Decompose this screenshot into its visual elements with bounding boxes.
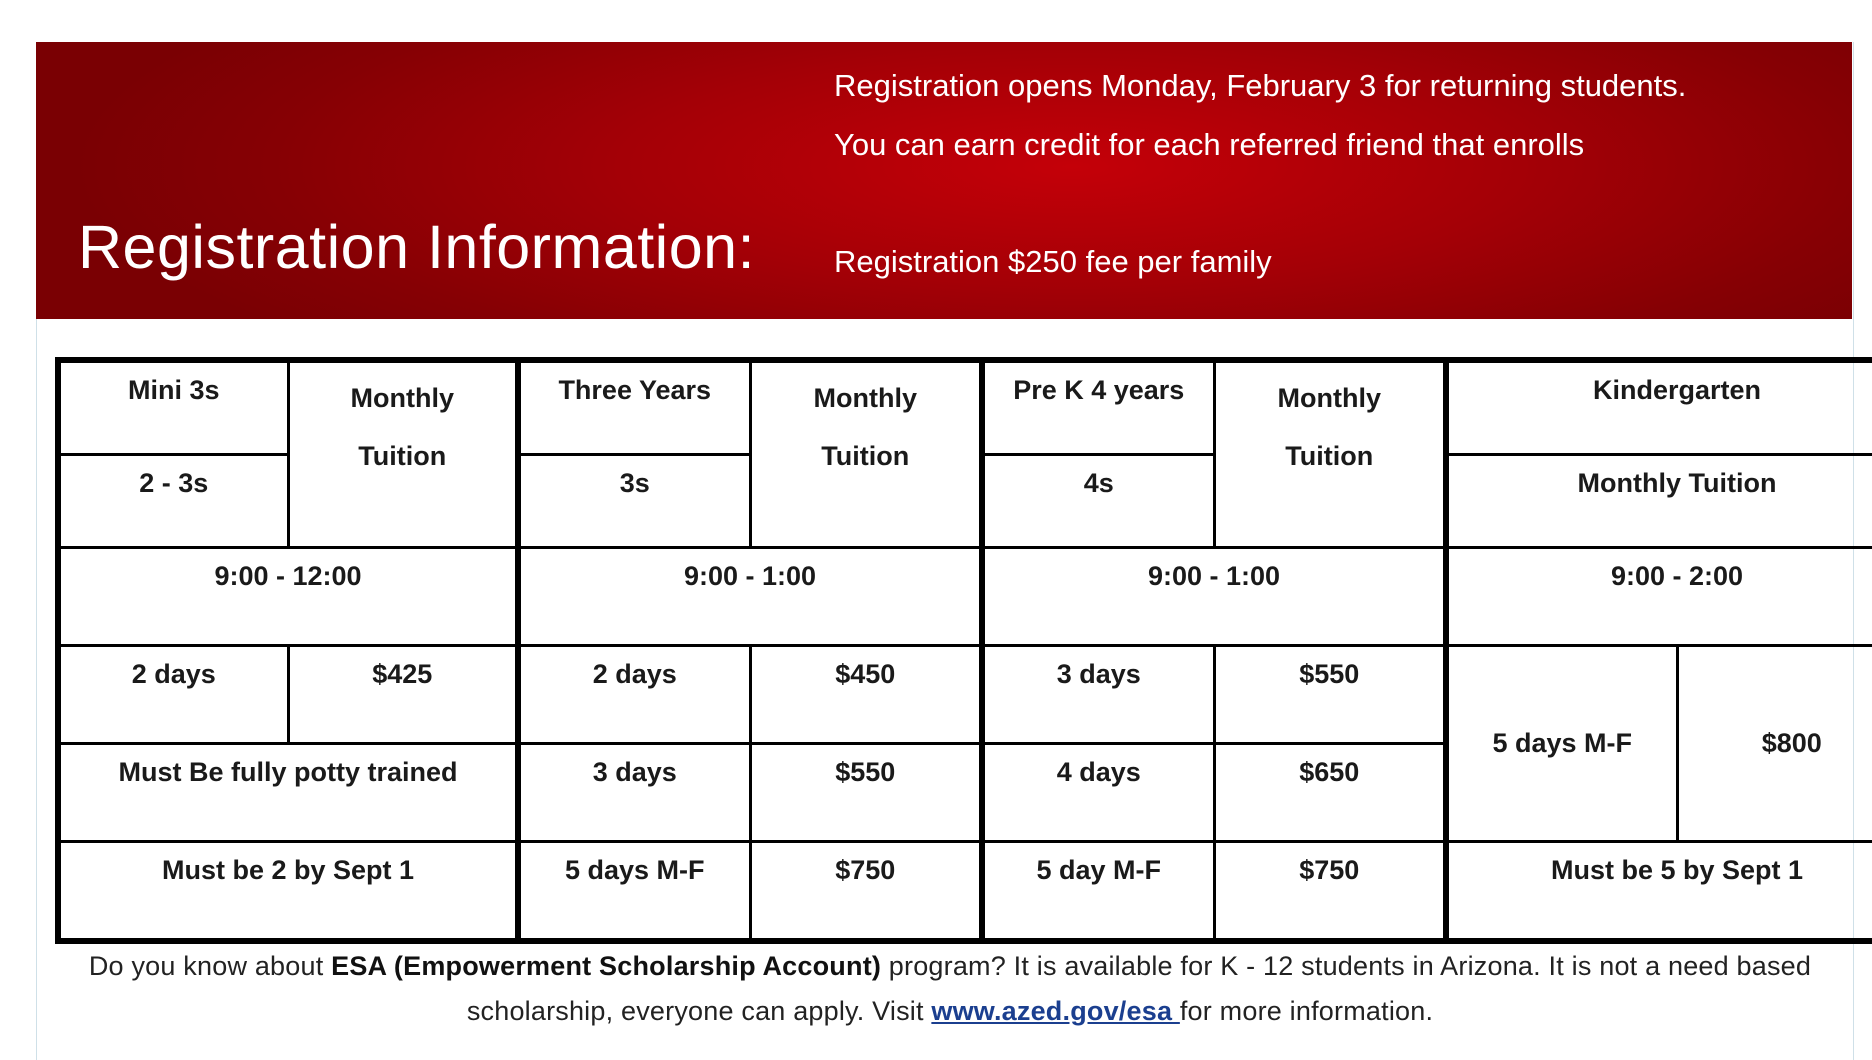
- prek-ages: 4s: [982, 455, 1214, 548]
- registration-fee-text: Registration $250 fee per family: [834, 244, 1272, 279]
- esa-intro: Do you know about: [88, 951, 332, 981]
- prek-hours: 9:00 - 1:00: [982, 548, 1446, 646]
- prek-days-1: 3 days: [982, 646, 1214, 744]
- three-tuition-line2: Tuition: [821, 441, 910, 471]
- table-row: [58, 646, 1872, 744]
- prek-days-2: 4 days: [982, 744, 1214, 842]
- table-row: [58, 548, 1872, 646]
- table-row: [58, 842, 1872, 942]
- kinder-days-1: 5 days M-F: [1446, 646, 1677, 842]
- prek-tuition-header: [1214, 360, 1446, 548]
- prek-price-2: $650: [1214, 744, 1446, 842]
- kinder-price-1: $800: [1677, 646, 1872, 842]
- mini-ages: 2 - 3s: [58, 455, 288, 548]
- esa-info-paragraph: [70, 944, 1830, 1034]
- three-days-3: 5 days M-F: [518, 842, 750, 942]
- kinder-age-note: Must be 5 by Sept 1: [1446, 842, 1872, 942]
- prek-price-1: $550: [1214, 646, 1446, 744]
- registration-opens-text: Registration opens Monday, February 3 for returning students.: [834, 68, 1687, 103]
- three-days-2: 3 days: [518, 744, 750, 842]
- prek-days-3: 5 day M-F: [982, 842, 1214, 942]
- mini-tuition-line2: Tuition: [358, 441, 447, 471]
- mini-potty-note: Must Be fully potty trained: [58, 744, 518, 842]
- mini-hours: 9:00 - 12:00: [58, 548, 518, 646]
- mini-days-1: 2 days: [58, 646, 288, 744]
- esa-link[interactable]: www.azed.gov/esa: [931, 996, 1180, 1026]
- three-days-1: 2 days: [518, 646, 750, 744]
- three-tuition-line1: Monthly: [813, 383, 917, 413]
- esa-description: program? It is available for K - 12 students in Arizona. It is not a need based scholarship, everyone can apply. Visit: [466, 951, 1812, 1026]
- table-row: [58, 360, 1872, 455]
- kinder-tuition-header: Monthly Tuition: [1446, 455, 1872, 548]
- three-ages: 3s: [518, 455, 750, 548]
- three-price-3: $750: [750, 842, 982, 942]
- prek-tuition-line2: Tuition: [1285, 441, 1374, 471]
- banner-title: Registration Information:: [78, 213, 756, 281]
- prek-tuition-line1: Monthly: [1277, 383, 1381, 413]
- kinder-hours: 9:00 - 2:00: [1446, 548, 1872, 646]
- mini-tuition-line1: Monthly: [350, 383, 454, 413]
- mini-program-name: Mini 3s: [58, 360, 288, 455]
- kinder-program-name: Kindergarten: [1446, 360, 1872, 455]
- three-price-2: $550: [750, 744, 982, 842]
- three-tuition-header: [750, 360, 982, 548]
- referral-credit-text: You can earn credit for each referred friend that enrolls: [834, 127, 1585, 162]
- esa-program-name: ESA (Empowerment Scholarship Account): [331, 951, 882, 981]
- registration-banner: [36, 42, 1852, 319]
- three-hours: 9:00 - 1:00: [518, 548, 982, 646]
- mini-tuition-header: [288, 360, 518, 548]
- mini-price-1: $425: [288, 646, 518, 744]
- three-program-name: Three Years: [518, 360, 750, 455]
- three-price-1: $450: [750, 646, 982, 744]
- tuition-table: [55, 357, 1872, 944]
- prek-price-3: $750: [1214, 842, 1446, 942]
- prek-program-name: Pre K 4 years: [982, 360, 1214, 455]
- mini-age-note: Must be 2 by Sept 1: [58, 842, 518, 942]
- esa-closing: for more information.: [1179, 996, 1434, 1026]
